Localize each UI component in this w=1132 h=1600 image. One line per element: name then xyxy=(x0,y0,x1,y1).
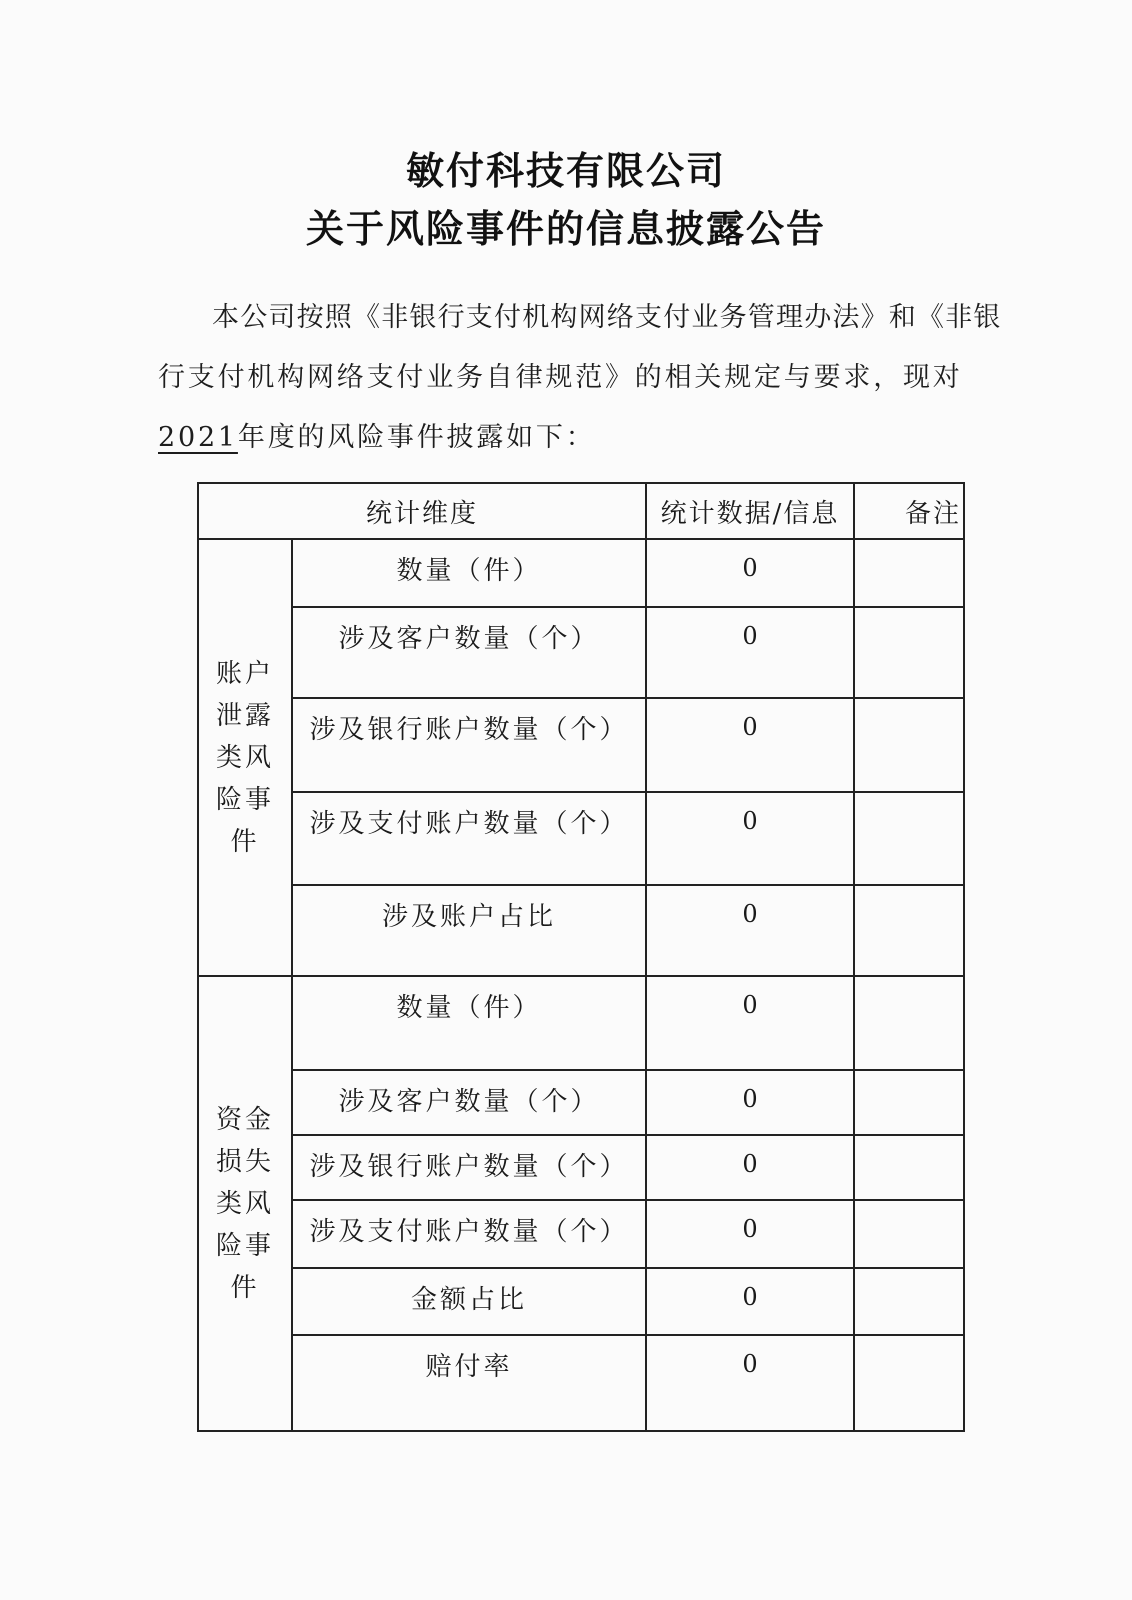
table-row xyxy=(198,539,964,607)
dimension-cell: 涉及支付账户数量（个） xyxy=(292,1200,646,1268)
remark-cell xyxy=(854,1135,964,1200)
value-cell: 0 xyxy=(646,1135,854,1200)
value-cell: 0 xyxy=(646,1335,854,1431)
dimension-cell: 金额占比 xyxy=(292,1268,646,1335)
table-row xyxy=(198,976,964,1070)
value-cell: 0 xyxy=(646,885,854,976)
value-cell: 0 xyxy=(646,792,854,885)
table-row xyxy=(198,1070,964,1135)
table-row xyxy=(198,885,964,976)
table-row xyxy=(198,607,964,698)
table-row xyxy=(198,698,964,792)
dimension-cell: 赔付率 xyxy=(292,1335,646,1431)
intro-line-3: 2021年度的风险事件披露如下： xyxy=(158,422,596,453)
dimension-cell: 涉及账户占比 xyxy=(292,885,646,976)
remark-cell xyxy=(854,1335,964,1431)
intro-paragraph xyxy=(158,288,1008,468)
remark-cell xyxy=(854,1200,964,1268)
remark-cell xyxy=(854,976,964,1070)
remark-cell xyxy=(854,885,964,976)
value-cell: 0 xyxy=(646,1070,854,1135)
company-title: 敏付科技有限公司 xyxy=(405,149,726,193)
dimension-cell: 涉及客户数量（个） xyxy=(292,1070,646,1135)
notice-title: 关于风险事件的信息披露公告 xyxy=(305,207,826,251)
table-row xyxy=(198,1268,964,1335)
value-cell: 0 xyxy=(646,1268,854,1335)
table-row xyxy=(198,792,964,885)
value-cell: 0 xyxy=(646,976,854,1070)
dimension-cell: 涉及银行账户数量（个） xyxy=(292,1135,646,1200)
dimension-cell: 涉及客户数量（个） xyxy=(292,607,646,698)
group-fund-loss: 资金 损失 类风 险事 件 xyxy=(198,976,292,1431)
group-account-leak: 账户 泄露 类风 险事 件 xyxy=(198,539,292,976)
report-year: 2021 xyxy=(158,422,238,453)
table-row xyxy=(198,1335,964,1431)
remark-cell xyxy=(854,607,964,698)
header-dimension: 统计维度 xyxy=(198,483,646,539)
remark-cell xyxy=(854,1070,964,1135)
remark-cell xyxy=(854,698,964,792)
remark-cell xyxy=(854,1268,964,1335)
table-row xyxy=(198,1135,964,1200)
value-cell: 0 xyxy=(646,1200,854,1268)
dimension-cell: 数量（件） xyxy=(292,976,646,1070)
dimension-cell: 涉及支付账户数量（个） xyxy=(292,792,646,885)
value-cell: 0 xyxy=(646,539,854,607)
dimension-cell: 数量（件） xyxy=(292,539,646,607)
table-row xyxy=(198,1200,964,1268)
remark-cell xyxy=(854,792,964,885)
table-header-row xyxy=(198,483,964,539)
remark-cell xyxy=(854,539,964,607)
risk-event-table xyxy=(197,482,965,1432)
header-data: 统计数据/信息 xyxy=(646,483,854,539)
dimension-cell: 涉及银行账户数量（个） xyxy=(292,698,646,792)
value-cell: 0 xyxy=(646,698,854,792)
intro-line-1: 本公司按照《非银行支付机构网络支付业务管理办法》和《非银 xyxy=(212,302,1002,333)
intro-line-2: 行支付机构网络支付业务自律规范》的相关规定与要求，现对 xyxy=(158,362,963,393)
header-remark: 备注 xyxy=(854,483,964,539)
value-cell: 0 xyxy=(646,607,854,698)
